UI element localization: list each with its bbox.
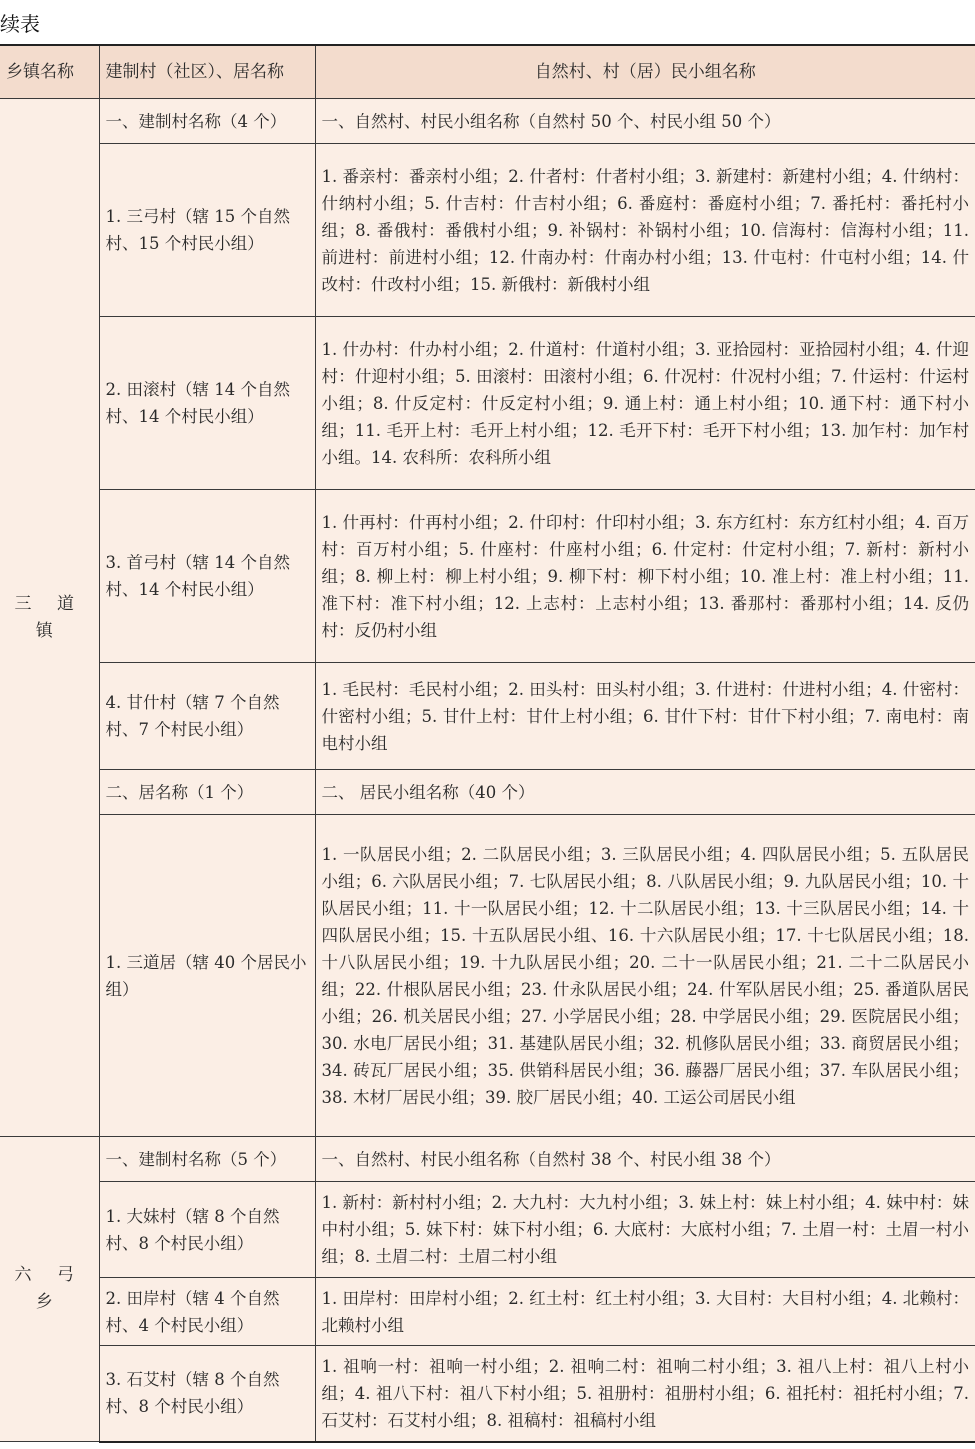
town-name: 六 弓 乡 <box>0 1137 99 1442</box>
village-name: 4. 甘什村（辖 7 个自然村、7 个村民小组） <box>99 663 315 770</box>
village-name: 1. 大妹村（辖 8 个自然村、8 个村民小组） <box>99 1182 315 1278</box>
village-name: 3. 石艾村（辖 8 个自然村、8 个村民小组） <box>99 1346 315 1442</box>
table-row <box>0 490 975 663</box>
group-list: 1. 一队居民小组；2. 二队居民小组；3. 三队居民小组；4. 四队居民小组；5. 五队居民小组；6. 六队居民小组；7. 七队居民小组；8. 八队居民小组；9. 九队居民小组；10. 十队居民小组；11. 十一队居民小组；12. 十二队居民小组；13. 十三队居民小组；14. 十四队居民小组；15. 十五队居民小组、16. 十六队居民小组；17. 十七队居民小组；18. 十八队居民小组；19. 十九队居民小组；20. 二十一队居民小组；21. 二十二队居民小组；22. 什根队居民小组；23. 什永队居民小组；24. 什军队居民小组；25. 番道队居民小组；26. 机关居民小组；27. 小学居民小组；28. 中学居民小组；29. 医院居民小组；30. 水电厂居民小组；31. 基建队居民小组；32. 机修队居民小组；33. 商贸居民小组；34. 砖瓦厂居民小组；35. 供销科居民小组；36. 藤器厂居民小组；37. 车队居民小组；38. 木材厂居民小组；39. 胶厂居民小组；40. 工运公司居民小组 <box>315 815 975 1137</box>
group-list: 1. 什再村：什再村小组；2. 什印村：什印村小组；3. 东方红村：东方红村小组；4. 百万村：百万村小组；5. 什座村：什座村小组；6. 什定村：什定村小组；7. 新村：新村小组；8. 柳上村：柳上村小组；9. 柳下村：柳下村小组；10. 准上村：准上村小组；11. 准下村：准下村小组；12. 上志村：上志村小组；13. 番那村：番那村小组；14. 反仍村：反仍村小组 <box>315 490 975 663</box>
village-name: 1. 三弓村（辖 15 个自然村、15 个村民小组） <box>99 144 315 317</box>
header-town: 乡镇名称 <box>0 45 99 99</box>
table-row <box>0 317 975 490</box>
village-name: 3. 首弓村（辖 14 个自然村、14 个村民小组） <box>99 490 315 663</box>
group-list: 1. 毛民村：毛民村小组；2. 田头村：田头村小组；3. 什进村：什进村小组；4. 什密村：什密村小组；5. 甘什上村：甘什上村小组；6. 甘什下村：甘什下村小组；7. 南电村：南电村小组 <box>315 663 975 770</box>
section-label: 一、自然村、村民小组名称（自然村 38 个、村民小组 38 个） <box>315 1137 975 1182</box>
group-list: 1. 新村：新村村小组；2. 大九村：大九村小组；3. 妹上村：妹上村小组；4. 妹中村：妹中村小组；5. 妹下村：妹下村小组；6. 大底村：大底村小组；7. 土眉一村：土眉一村小组；8. 土眉二村：土眉二村小组 <box>315 1182 975 1278</box>
section-label: 一、建制村名称（5 个） <box>99 1137 315 1182</box>
section-label: 一、建制村名称（4 个） <box>99 99 315 144</box>
group-list: 1. 什办村：什办村小组；2. 什道村：什道村小组；3. 亚拾园村：亚拾园村小组；4. 什迎村：什迎村小组；5. 田滚村：田滚村小组；6. 什况村：什况村小组；7. 什运村：什运村小组；8. 什反定村：什反定村小组；9. 通上村：通上村小组；10. 通下村：通下村小组；11. 毛开上村：毛开上村小组；12. 毛开下村：毛开下村小组；13. 加乍村：加乍村小组。14. 农科所：农科所小组 <box>315 317 975 490</box>
group-list: 1. 番亲村：番亲村小组；2. 什者村：什者村小组；3. 新建村：新建村小组；4. 什纳村：什纳村小组；5. 什吉村：什吉村小组；6. 番庭村：番庭村小组；7. 番托村：番托村小组；8. 番俄村：番俄村小组；9. 补锅村：补锅村小组；10. 信海村：信海村小组；11. 前进村：前进村小组；12. 什南办村：什南办村小组；13. 什屯村：什屯村小组；14. 什改村：什改村小组；15. 新俄村：新俄村小组 <box>315 144 975 317</box>
village-table <box>0 44 975 1443</box>
resident-area-name: 1. 三道居（辖 40 个居民小组） <box>99 815 315 1137</box>
section-label: 二、 居民小组名称（40 个） <box>315 770 975 815</box>
header-groups: 自然村、村（居）民小组名称 <box>315 45 975 99</box>
table-row <box>0 663 975 770</box>
village-name: 2. 田岸村（辖 4 个自然村、4 个村民小组） <box>99 1278 315 1346</box>
village-name: 2. 田滚村（辖 14 个自然村、14 个村民小组） <box>99 317 315 490</box>
table-caption: 续表 <box>0 12 40 36</box>
table-row <box>0 144 975 317</box>
table-row <box>0 770 975 815</box>
group-list: 1. 祖响一村：祖响一村小组；2. 祖响二村：祖响二村小组；3. 祖八上村：祖八上村小组；4. 祖八下村：祖八下村小组；5. 祖册村：祖册村小组；6. 祖托村：祖托村小组；7. 石艾村：石艾村小组；8. 祖稿村：祖稿村小组 <box>315 1346 975 1442</box>
table-row <box>0 1278 975 1346</box>
header-row <box>0 45 975 99</box>
town-name: 三 道 镇 <box>0 99 99 1137</box>
table-row <box>0 1182 975 1278</box>
section-label: 二、居名称（1 个） <box>99 770 315 815</box>
header-village: 建制村（社区）、居名称 <box>99 45 315 99</box>
section-label: 一、自然村、村民小组名称（自然村 50 个、村民小组 50 个） <box>315 99 975 144</box>
table-row <box>0 1346 975 1442</box>
table-row <box>0 99 975 144</box>
group-list: 1. 田岸村：田岸村小组；2. 红土村：红土村小组；3. 大目村：大目村小组；4. 北赖村：北赖村小组 <box>315 1278 975 1346</box>
table-row <box>0 815 975 1137</box>
table-row <box>0 1137 975 1182</box>
